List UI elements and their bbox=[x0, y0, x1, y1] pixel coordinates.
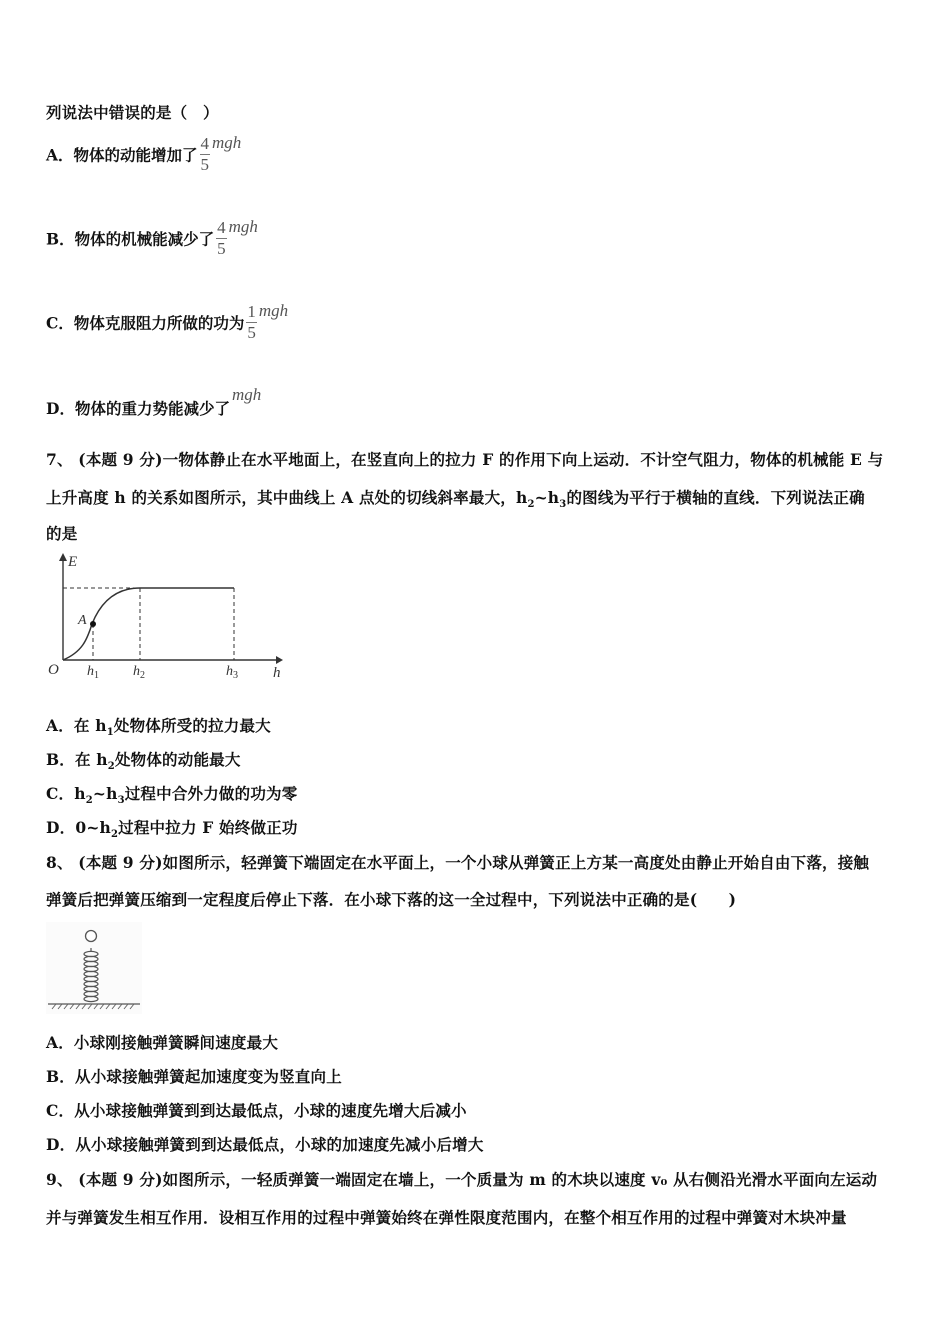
q7-stem-line1: 7、 (本题 9 分)一物体静止在水平地面上，在竖直向上的拉力 F 的作用下向上运动．不计空气阻力，物体的机械能 E 与 bbox=[46, 450, 884, 469]
option-label: A．物体的动能增加了 bbox=[46, 145, 198, 165]
q7-option-a bbox=[46, 714, 271, 738]
fraction bbox=[200, 134, 211, 175]
h2-tick-label: $h_2$ bbox=[133, 664, 145, 681]
h3-tick-label: $h_3$ bbox=[226, 664, 238, 681]
q9-stem-line2: 并与弹簧发生相互作用．设相互作用的过程中弹簧始终在弹性限度范围内，在整个相互作用的过程中弹簧对木块冲量 bbox=[46, 1208, 847, 1227]
math-expression: mgh bbox=[231, 385, 262, 404]
q7-stem-line2 bbox=[46, 486, 865, 510]
q6-option-c bbox=[46, 302, 288, 343]
y-axis-arrow bbox=[59, 553, 67, 561]
q8-option-b: B．从小球接触弹簧起加速度变为竖直向上 bbox=[46, 1067, 342, 1086]
energy-height-graph bbox=[44, 552, 284, 687]
fraction bbox=[246, 302, 257, 343]
option-text: A．在 h bbox=[46, 716, 107, 735]
ball bbox=[86, 931, 97, 942]
q7-stem-line3: 的是 bbox=[46, 524, 78, 543]
subscript: 3 bbox=[559, 499, 567, 511]
fraction-numerator: 1 bbox=[247, 302, 256, 321]
fraction-denominator: 5 bbox=[200, 155, 210, 174]
subscript: 2 bbox=[527, 499, 535, 511]
subscript: 2 bbox=[85, 795, 93, 807]
h1-tick-label: $h_1$ bbox=[87, 664, 99, 681]
option-label: D．物体的重力势能减少了 bbox=[46, 399, 230, 418]
subscript: 2 bbox=[107, 761, 115, 773]
option-text: ~h bbox=[92, 784, 118, 803]
option-text: 处物体所受的拉力最大 bbox=[113, 716, 271, 735]
fraction-denominator: 5 bbox=[217, 239, 226, 258]
option-text: 过程中拉力 F 始终做正功 bbox=[118, 818, 298, 837]
point-a bbox=[90, 621, 96, 627]
subscript: 1 bbox=[106, 727, 114, 739]
q8-option-d: D．从小球接触弹簧到到达最低点，小球的加速度先减小后增大 bbox=[46, 1135, 484, 1154]
math-expression: mgh bbox=[228, 216, 258, 236]
q6-option-d bbox=[46, 385, 262, 418]
y-axis-label: E bbox=[68, 554, 78, 570]
energy-curve bbox=[63, 588, 140, 660]
math-expression: mgh bbox=[212, 132, 242, 152]
point-a-label: A bbox=[78, 613, 87, 628]
subscript: 3 bbox=[117, 795, 125, 807]
q7-stem-part-b: ~h bbox=[534, 488, 560, 507]
option-text: 处物体的动能最大 bbox=[114, 750, 241, 769]
math-expression: mgh bbox=[258, 300, 289, 320]
fraction-denominator: 5 bbox=[247, 323, 256, 342]
option-text: C．h bbox=[46, 784, 86, 803]
fraction-numerator: 4 bbox=[217, 218, 226, 237]
x-axis-arrow bbox=[276, 656, 283, 664]
origin-label: O bbox=[48, 662, 59, 678]
fraction bbox=[216, 218, 227, 259]
q7-option-c bbox=[46, 782, 297, 806]
q9-stem-line1: 9、 (本题 9 分)如图所示，一轻质弹簧一端固定在墙上，一个质量为 m 的木块以速度 v₀ 从右侧沿光滑水平面向左运动 bbox=[46, 1170, 878, 1189]
spring-ball-figure bbox=[46, 922, 142, 1014]
q7-option-b bbox=[46, 748, 241, 772]
option-text: 过程中合外力做的功为零 bbox=[124, 784, 298, 803]
q6-intro: 列说法中错误的是（ ） bbox=[46, 103, 219, 122]
option-label: B．物体的机械能减少了 bbox=[46, 229, 215, 249]
q7-stem-part-c: 的图线为平行于横轴的直线．下列说法正确 bbox=[566, 488, 865, 507]
subscript: 2 bbox=[110, 829, 119, 841]
q8-option-a: A．小球刚接触弹簧瞬间速度最大 bbox=[46, 1033, 279, 1052]
option-text: B．在 h bbox=[46, 750, 108, 769]
q7-option-d bbox=[46, 816, 298, 840]
q8-option-c: C．从小球接触弹簧到到达最低点，小球的速度先增大后减小 bbox=[46, 1101, 467, 1120]
x-axis-label: h bbox=[273, 665, 281, 681]
fraction-numerator: 4 bbox=[200, 134, 210, 153]
q8-stem-line1: 8、 (本题 9 分)如图所示，轻弹簧下端固定在水平面上，一个小球从弹簧正上方某一高度处由静止开始自由下落，接触 bbox=[46, 853, 870, 872]
q6-option-b bbox=[46, 218, 258, 259]
option-text: D．0~h bbox=[46, 818, 111, 837]
option-label: C．物体克服阻力所做的功为 bbox=[46, 313, 245, 333]
q7-stem-part-a: 上升高度 h 的关系如图所示，其中曲线上 A 点处的切线斜率最大，h bbox=[46, 488, 528, 507]
q8-stem-line2: 弹簧后把弹簧压缩到一定程度后停止下落．在小球下落的这一全过程中，下列说法中正确的是( ) bbox=[46, 890, 737, 909]
q6-option-a bbox=[46, 134, 241, 175]
